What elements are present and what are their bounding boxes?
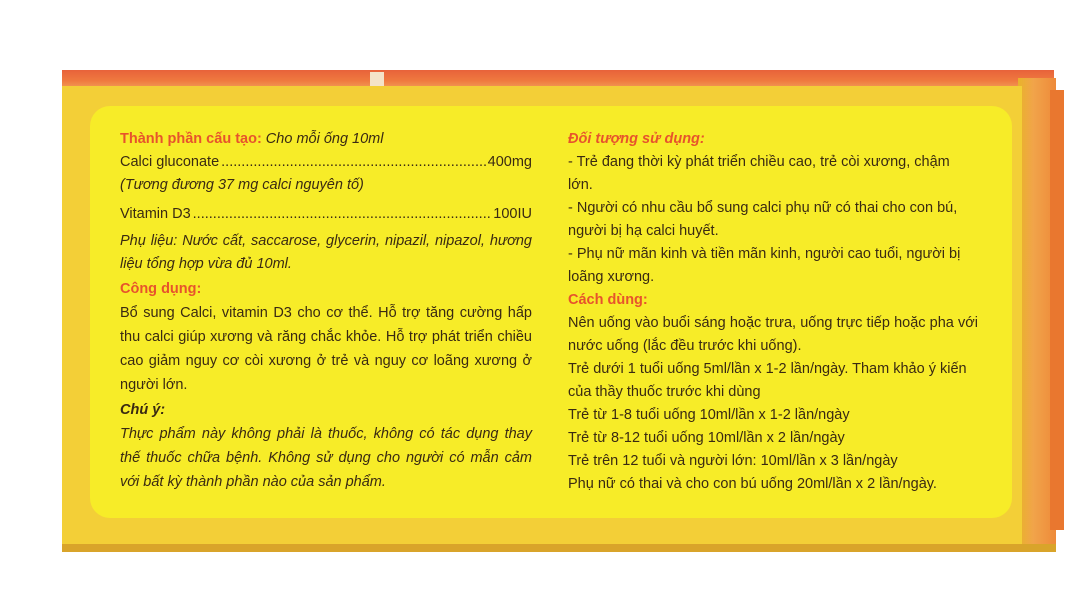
note-text: Thực phẩm này không phải là thuốc, không có tác dụng thay thế thuốc chữa bệnh. Không sử dụng cho người có mẫn cảm với bất kỳ thành phần nào của sản phẩm.	[120, 426, 532, 490]
usage-heading: Cách dùng:	[568, 292, 648, 308]
composition-heading: Thành phần cấu tạo:	[120, 131, 262, 147]
note-heading: Chú ý:	[120, 402, 166, 418]
target-heading: Đối tượng sử dụng:	[568, 131, 705, 147]
ingredient-2-row	[120, 203, 532, 226]
usage-item: Nên uống vào buổi sáng hoặc trưa, uống trực tiếp hoặc pha với nước uống (lắc đều trước khi uống).	[568, 315, 978, 354]
usage-item: Trẻ từ 8-12 tuổi uống 10ml/lần x 2 lần/ngày	[568, 430, 845, 446]
ingredient-1-name: Calci gluconate	[120, 154, 220, 170]
box-bottom-shadow	[62, 544, 1056, 552]
box-top-stripe	[370, 72, 384, 86]
dot-leader	[221, 151, 486, 174]
usage-item: Phụ nữ có thai và cho con bú uống 20ml/lần x 2 lần/ngày.	[568, 476, 937, 492]
ingredient-2-amount: 100IU	[493, 206, 532, 222]
usage-item: Trẻ trên 12 tuổi và người lớn: 10ml/lần x 3 lần/ngày	[568, 453, 898, 469]
composition-line	[120, 128, 532, 151]
ingredient-1-row	[120, 151, 532, 174]
target-item: - Trẻ đang thời kỳ phát triển chiều cao, trẻ còi xương, chậm lớn.	[568, 154, 950, 193]
composition-note: Cho mỗi ống 10ml	[261, 131, 384, 147]
ingredient-1-amount: 400mg	[487, 154, 532, 170]
target-item: - Phụ nữ mãn kinh và tiền mãn kinh, người cao tuổi, người bị loãng xương.	[568, 246, 961, 285]
ingredient-1-note: (Tương đương 37 mg calci nguyên tố)	[120, 177, 364, 193]
left-column	[120, 128, 532, 494]
target-item: - Người có nhu cầu bổ sung calci phụ nữ có thai cho con bú, người bị hạ calci huyết.	[568, 200, 958, 239]
ingredient-2-name: Vitamin D3	[120, 206, 191, 222]
usage-item: Trẻ dưới 1 tuổi uống 5ml/lần x 1-2 lần/ngày. Tham khảo ý kiến của thầy thuốc trước khi dùng	[568, 361, 967, 400]
box-right-edge	[1050, 90, 1064, 530]
uses-heading: Công dụng:	[120, 281, 202, 297]
uses-text: Bổ sung Calci, vitamin D3 cho cơ thể. Hỗ trợ tăng cường hấp thu calci giúp xương và răng chắc khỏe. Hỗ trợ phát triển chiều cao giảm nguy cơ còi xương ở trẻ và nguy cơ loãng xương ở người lớn.	[120, 305, 532, 393]
dot-leader	[193, 203, 492, 226]
right-column	[568, 128, 978, 496]
usage-item: Trẻ từ 1-8 tuổi uống 10ml/lần x 1-2 lần/ngày	[568, 407, 850, 423]
excipients-text: Phụ liệu: Nước cất, saccarose, glycerin, nipazil, nipazol, hương liệu tổng hợp vừa đủ 10ml.	[120, 233, 532, 272]
